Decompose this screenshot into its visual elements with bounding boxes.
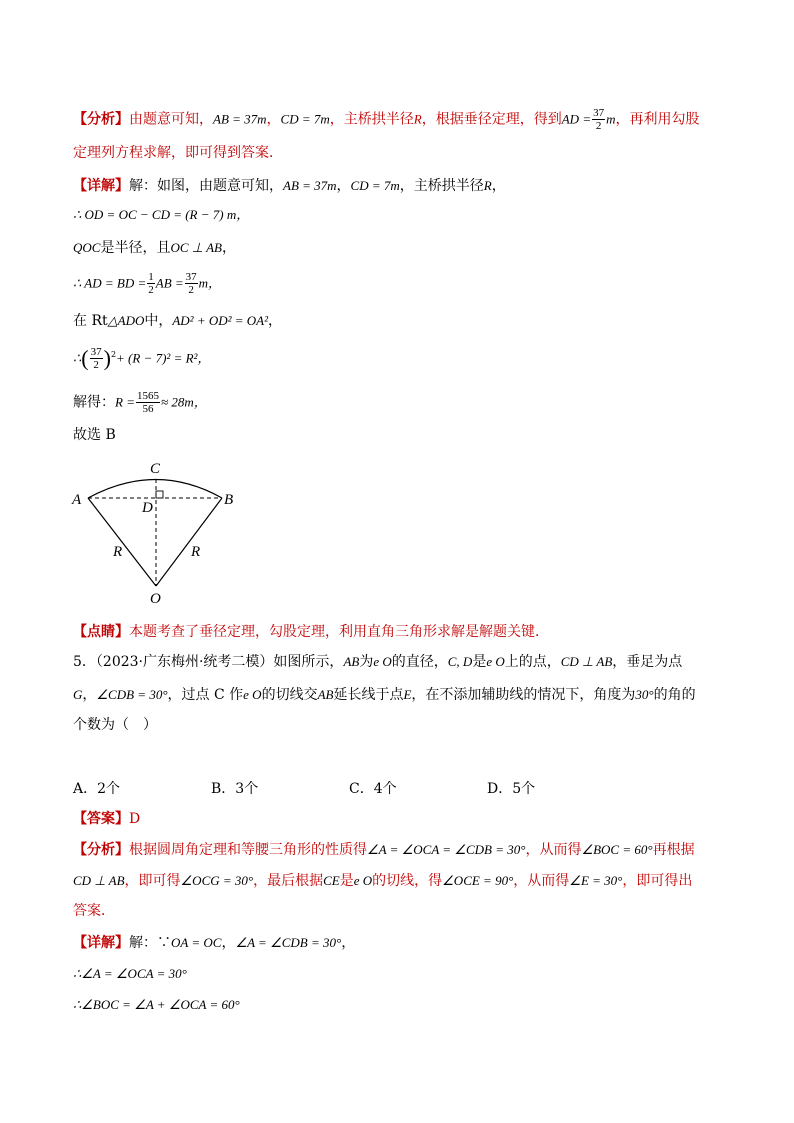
detail-text: 解：如图，由题意可知， bbox=[129, 178, 283, 194]
math-ab: AB = 37m bbox=[213, 111, 267, 127]
math-equation: + (R − 7)² = R²， bbox=[116, 350, 211, 366]
option-c: C．4个 bbox=[349, 781, 397, 797]
option-d: D．5个 bbox=[487, 781, 536, 797]
math-circle-o: e O bbox=[243, 687, 262, 702]
fraction bbox=[592, 107, 605, 132]
math-angle: ∠OCE = 90° bbox=[442, 873, 514, 888]
detail-text: 解：∵ bbox=[129, 935, 171, 951]
analysis-tag: 【分析】 bbox=[73, 111, 129, 128]
analysis2-line-2 bbox=[73, 871, 692, 891]
math-ce: CE bbox=[323, 873, 340, 888]
analysis-text: 根据圆周角定理和等腰三角形的性质得 bbox=[129, 842, 367, 858]
question-text: 5．（2023·广东梅州·统考二模）如图所示， bbox=[73, 654, 344, 670]
detail-text: 中， bbox=[144, 313, 173, 329]
math-g: G bbox=[73, 687, 83, 702]
question-text: 延长线于点 bbox=[333, 687, 404, 703]
math-result: ≈ 28m， bbox=[160, 394, 207, 410]
label-c: C bbox=[150, 461, 161, 477]
math-perp: OC ⊥ AB bbox=[170, 240, 222, 255]
math-oc: OC bbox=[82, 240, 101, 255]
detail-text: ， bbox=[268, 313, 283, 329]
math-angle: ∠OCG = 30° bbox=[180, 873, 254, 888]
math-unit: m， bbox=[198, 275, 222, 291]
fraction-numerator: 1565 bbox=[136, 390, 159, 402]
detail2-line-1 bbox=[73, 933, 355, 953]
answer-value: D bbox=[129, 811, 141, 827]
question-text: 是 bbox=[472, 654, 487, 670]
analysis-text: 的切线，得 bbox=[372, 873, 443, 889]
math-r: R bbox=[413, 111, 422, 127]
detail-tag: 【详解】 bbox=[73, 178, 129, 194]
math-circle-o: e O bbox=[486, 654, 505, 669]
question-text: ，过点 C 作 bbox=[167, 687, 244, 703]
fraction bbox=[185, 271, 198, 296]
analysis-line-2: 定理列方程求解，即可得到答案． bbox=[73, 145, 283, 161]
label-r-left: R bbox=[113, 544, 123, 560]
fraction-denominator: 2 bbox=[188, 284, 194, 296]
math-angle: ∠E = 30° bbox=[569, 873, 623, 888]
question-line-3: 个数为（ ） bbox=[73, 717, 157, 733]
fraction-denominator: 56 bbox=[142, 403, 154, 415]
detail-text: ， bbox=[221, 240, 236, 256]
question-text: 的角的 bbox=[653, 687, 696, 703]
math-therefore: ∴ bbox=[73, 350, 82, 366]
detail-line-1 bbox=[73, 176, 506, 196]
math-e: E bbox=[403, 687, 412, 702]
math-ab: AB = 37m bbox=[283, 178, 337, 193]
detail-line-5 bbox=[73, 311, 282, 331]
label-o: O bbox=[150, 591, 161, 607]
analysis-line-1 bbox=[73, 107, 699, 132]
question-text: ，垂足为点 bbox=[612, 654, 683, 670]
question-text: 的切线交 bbox=[261, 687, 318, 703]
analysis-text: ，根据垂径定理，得到 bbox=[421, 111, 562, 128]
math-angle: 30° bbox=[635, 687, 654, 702]
geometry-figure bbox=[60, 455, 250, 610]
right-angle-mark bbox=[156, 491, 163, 498]
label-b: B bbox=[224, 492, 234, 508]
question-text: 的直径， bbox=[391, 654, 448, 670]
analysis-text: ，即可得 bbox=[124, 873, 181, 889]
analysis-text: 再根据 bbox=[652, 842, 695, 858]
math-cd: CD = 7m bbox=[280, 111, 330, 127]
detail-line-3 bbox=[73, 238, 236, 258]
detail-text: ， bbox=[336, 178, 351, 194]
answer-tag: 【答案】 bbox=[73, 811, 129, 827]
line-bo bbox=[156, 498, 222, 586]
arc-ab bbox=[88, 480, 222, 499]
math-angle: ∠A = ∠OCA = ∠CDB = 30° bbox=[367, 842, 526, 857]
detail-line-4 bbox=[73, 271, 221, 296]
analysis-text: ， bbox=[266, 111, 281, 128]
math-symbol: Q bbox=[73, 240, 83, 255]
label-d: D bbox=[142, 500, 153, 516]
detail-line-2: ∴ OD = OC − CD = (R − 7) m， bbox=[73, 207, 250, 222]
math-cd-points: C, D bbox=[447, 654, 473, 669]
math-angle: ∠BOC = 60° bbox=[581, 842, 653, 857]
analysis-text: ，再利用勾股 bbox=[615, 111, 700, 128]
detail2-line-3: ∴∠BOC = ∠A + ∠OCA = 60° bbox=[73, 997, 240, 1012]
detail-text: 在 Rt bbox=[73, 313, 108, 329]
math-perp: CD ⊥ AB bbox=[73, 873, 125, 888]
comment-tag: 【点睛】 bbox=[73, 624, 129, 640]
math-circle-o: e O bbox=[353, 873, 373, 888]
option-b: B．3个 bbox=[211, 781, 259, 797]
math-angle: ∠A = ∠CDB = 30° bbox=[235, 935, 342, 950]
math-r: R bbox=[483, 178, 492, 193]
label-a: A bbox=[72, 492, 82, 508]
option-a: A．2个 bbox=[73, 781, 121, 797]
math-ab: AB = bbox=[155, 275, 184, 291]
fraction bbox=[90, 346, 103, 371]
question-line-2 bbox=[73, 685, 696, 705]
fraction-numerator: 37 bbox=[593, 107, 605, 119]
question-line-1 bbox=[73, 652, 682, 672]
math-ad-bd: ∴ AD = BD = bbox=[73, 275, 147, 291]
math-ab: AB bbox=[343, 654, 360, 669]
fraction-numerator: 37 bbox=[185, 271, 197, 283]
math-angle: ∠CDB = 30° bbox=[96, 687, 168, 702]
label-r-right: R bbox=[191, 544, 201, 560]
analysis-text: ，主桥拱半径 bbox=[329, 111, 414, 128]
math-ab: AB bbox=[317, 687, 334, 702]
fraction bbox=[136, 390, 160, 415]
detail-text: ，主桥拱半径 bbox=[399, 178, 484, 194]
analysis-text: ，即可得出 bbox=[622, 873, 693, 889]
analysis-text: 是 bbox=[339, 873, 354, 889]
math-ad: AD = bbox=[561, 111, 592, 127]
math-unit: m bbox=[606, 111, 616, 127]
analysis2-line-3: 答案． bbox=[73, 903, 115, 919]
analysis-text: ，从而得 bbox=[513, 873, 570, 889]
question-text: ， bbox=[82, 687, 97, 703]
detail-line-6: ∴( $\frac{37}{2}$ )$^2$+ (R − 7)² = R²， bbox=[73, 345, 211, 372]
math-pythagoras: AD² + OD² = OA² bbox=[172, 313, 269, 328]
analysis-tag: 【分析】 bbox=[73, 842, 129, 858]
detail2-line-2: ∴∠A = ∠OCA = 30° bbox=[73, 966, 187, 981]
question-text: 上的点， bbox=[504, 654, 561, 670]
detail-tag: 【详解】 bbox=[73, 935, 129, 951]
fraction bbox=[147, 271, 155, 296]
detail-line-8: 故选 B bbox=[73, 427, 116, 443]
comment-line bbox=[73, 622, 549, 642]
fraction-denominator: 2 bbox=[148, 284, 154, 296]
detail-line-7 bbox=[73, 390, 207, 415]
comment-text: 本题考查了垂径定理，勾股定理，利用直角三角形求解是解题关键． bbox=[129, 624, 549, 640]
analysis-text: 由题意可知， bbox=[129, 111, 213, 128]
math-circle-o: e O bbox=[373, 654, 392, 669]
detail-text: ， bbox=[491, 178, 506, 194]
math-r: R = bbox=[115, 394, 135, 410]
fraction-numerator: 1 bbox=[148, 271, 154, 283]
analysis-text: ，最后根据 bbox=[253, 873, 324, 889]
analysis2-line-1 bbox=[73, 840, 695, 860]
detail-text: ， bbox=[341, 935, 356, 951]
detail-text: ， bbox=[221, 935, 236, 951]
fraction-denominator: 2 bbox=[595, 120, 602, 132]
math-triangle: △ADO bbox=[107, 313, 145, 328]
question-text: ，在不添加辅助线的情况下，角度为 bbox=[411, 687, 636, 703]
answer-line bbox=[73, 809, 140, 829]
fraction-denominator: 2 bbox=[93, 359, 99, 372]
math-cd: CD = 7m bbox=[350, 178, 400, 193]
analysis-text: ，从而得 bbox=[525, 842, 582, 858]
question-text: 为 bbox=[359, 654, 374, 670]
math-oa-oc: OA = OC bbox=[171, 935, 222, 950]
detail-text: 解得： bbox=[73, 394, 115, 411]
math-perp: CD ⊥ AB bbox=[560, 654, 613, 669]
fraction-numerator: 37 bbox=[90, 346, 102, 359]
detail-text: 是半径，且 bbox=[100, 240, 171, 256]
